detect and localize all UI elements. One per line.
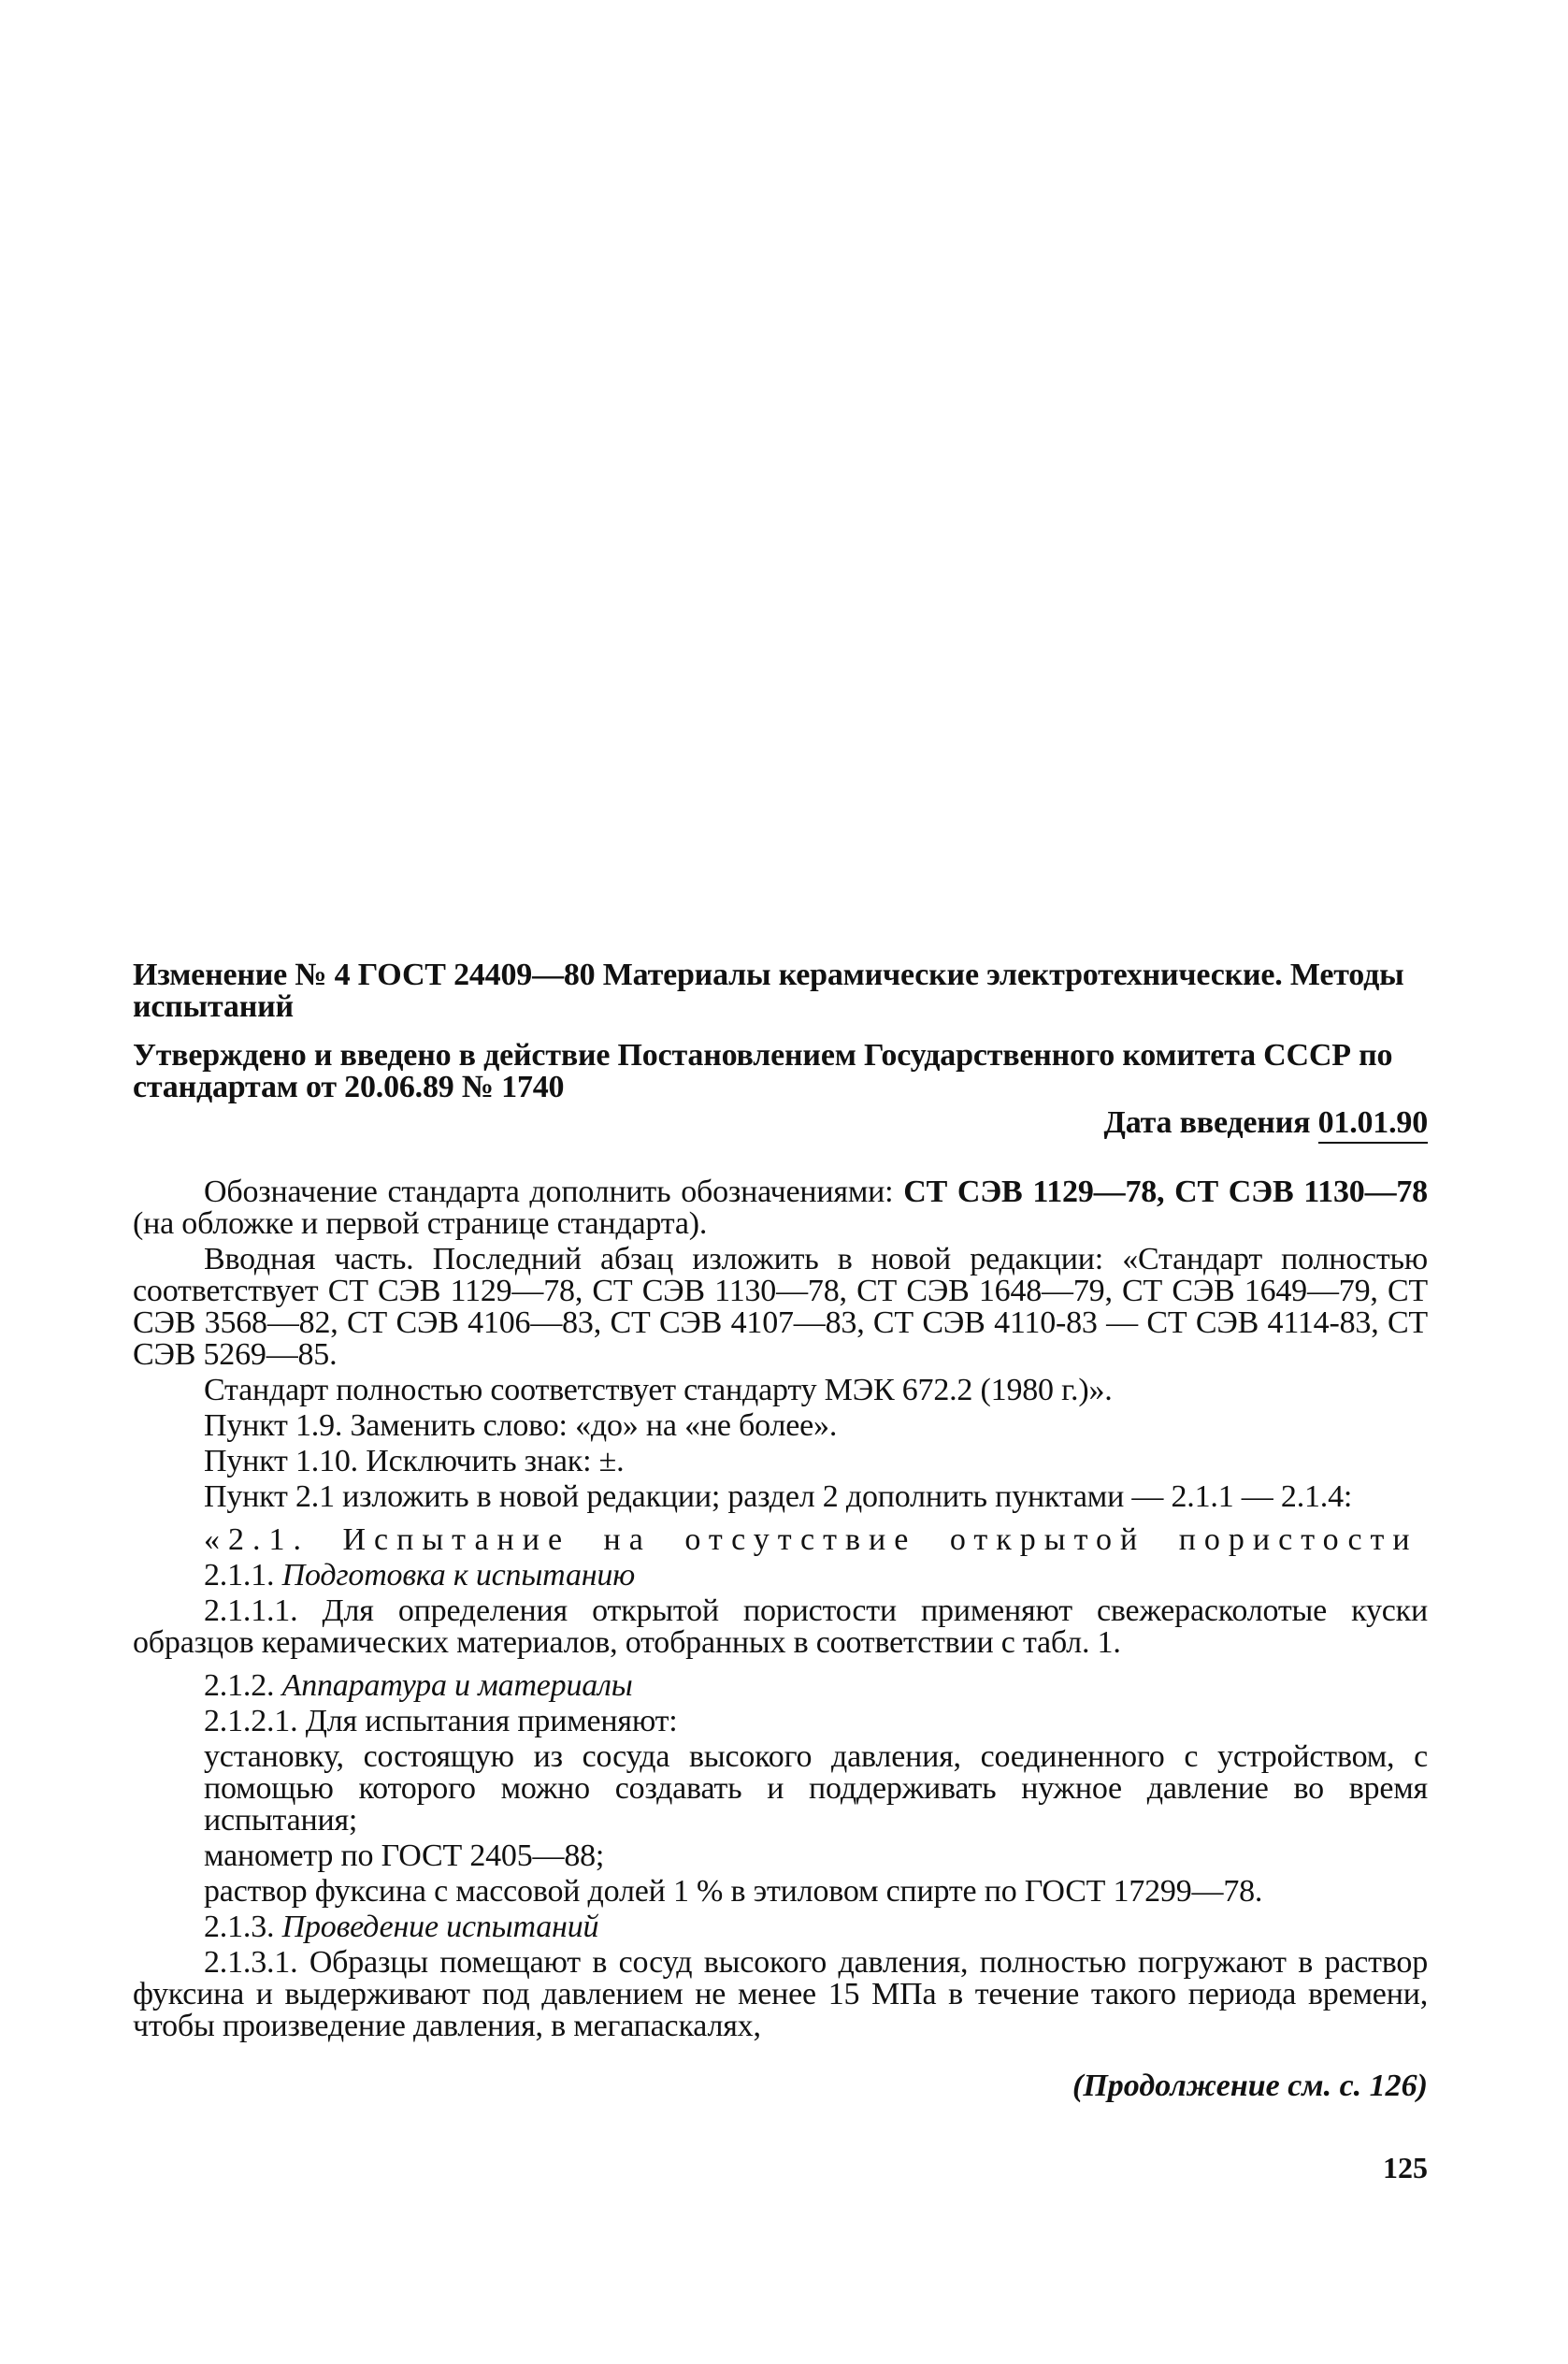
section-number: 2.1.2. bbox=[204, 1668, 275, 1703]
section-2-1-3-heading bbox=[133, 1911, 1428, 1943]
date-label: Дата введения bbox=[1103, 1105, 1311, 1140]
section-title: Проведение испытаний bbox=[281, 1910, 599, 1944]
section-2-1-heading: «2.1. Испытание на отсутствие открытой пористости bbox=[204, 1522, 1418, 1557]
section-2-1-2-heading bbox=[133, 1670, 1428, 1702]
section-2-1-1-heading bbox=[133, 1560, 1428, 1592]
list-item: манометр по ГОСТ 2405—88; bbox=[204, 1838, 605, 1873]
paragraph-item-1-10: Пункт 1.10. Исключить знак: ±. bbox=[204, 1444, 625, 1478]
paragraph-designation bbox=[133, 1176, 1428, 1240]
paragraph-text: (на обложке и первой странице стандарта). bbox=[133, 1206, 708, 1241]
section-number: 2.1.3. bbox=[204, 1910, 275, 1944]
paragraph-item-2-1: Пункт 2.1 изложить в новой редакции; раздел 2 дополнить пунктами — 2.1.1 — 2.1.4: bbox=[204, 1479, 1353, 1514]
paragraph-text: Обозначение стандарта дополнить обозначениями: bbox=[204, 1175, 894, 1209]
paragraph-2-1-2-1: 2.1.2.1. Для испытания применяют: bbox=[204, 1704, 678, 1738]
section-number: 2.1.1. bbox=[204, 1558, 275, 1593]
paragraph-2-1-1-1: 2.1.1.1. Для определения открытой пористости применяют свежерасколотые куски образцов керамических материалов, отобранных в соответствии с табл. 1. bbox=[133, 1593, 1428, 1660]
document-content bbox=[133, 959, 1428, 2042]
page-number: 125 bbox=[1383, 2151, 1428, 2184]
introduction-date bbox=[133, 1107, 1428, 1139]
approval-statement: Утверждено и введено в действие Постановлением Государственного комитета СССР по стандартам от 20.06.89 № 1740 bbox=[133, 1038, 1393, 1104]
continuation-note: (Продолжение см. с. 126) bbox=[1072, 2068, 1428, 2103]
date-value: 01.01.90 bbox=[1318, 1105, 1428, 1144]
section-title: Подготовка к испытанию bbox=[281, 1558, 635, 1593]
document-title: Изменение № 4 ГОСТ 24409—80 Материалы керамические электротехнические. Методы испытаний bbox=[133, 958, 1404, 1024]
list-item: установку, состоящую из сосуда высокого давления, соединенного с устройством, с помощью которого можно создавать и поддерживать нужное давление во время испытания; bbox=[204, 1739, 1428, 1838]
list-item: раствор фуксина с массовой долей 1 % в этиловом спирте по ГОСТ 17299—78. bbox=[204, 1874, 1263, 1909]
section-title: Аппаратура и материалы bbox=[281, 1668, 633, 1703]
paragraph-item-1-9: Пункт 1.9. Заменить слово: «до» на «не более». bbox=[204, 1408, 838, 1443]
paragraph-iec: Стандарт полностью соответствует стандарту МЭК 672.2 (1980 г.)». bbox=[204, 1373, 1113, 1407]
standard-codes: СТ СЭВ 1129—78, СТ СЭВ 1130—78 bbox=[903, 1175, 1428, 1209]
paragraph-introduction: Вводная часть. Последний абзац изложить в новой редакции: «Стандарт полностью соответствует СТ СЭВ 1129—78, СТ СЭВ 1130—78, СТ СЭВ 1648—79, СТ СЭВ 1649—79, СТ СЭВ 3568—82, СТ СЭВ 4106—83, СТ СЭВ 4107—83, СТ СЭВ 4110-83 — СТ СЭВ 4114-83, СТ СЭВ 5269—85. bbox=[133, 1242, 1428, 1372]
paragraph-2-1-3-1: 2.1.3.1. Образцы помещают в сосуд высокого давления, полностью погружают в раствор фуксина и выдерживают под давлением не менее 15 МПа в течение такого периода времени, чтобы произведение давления, в мегапаскалях, bbox=[133, 1945, 1428, 2043]
